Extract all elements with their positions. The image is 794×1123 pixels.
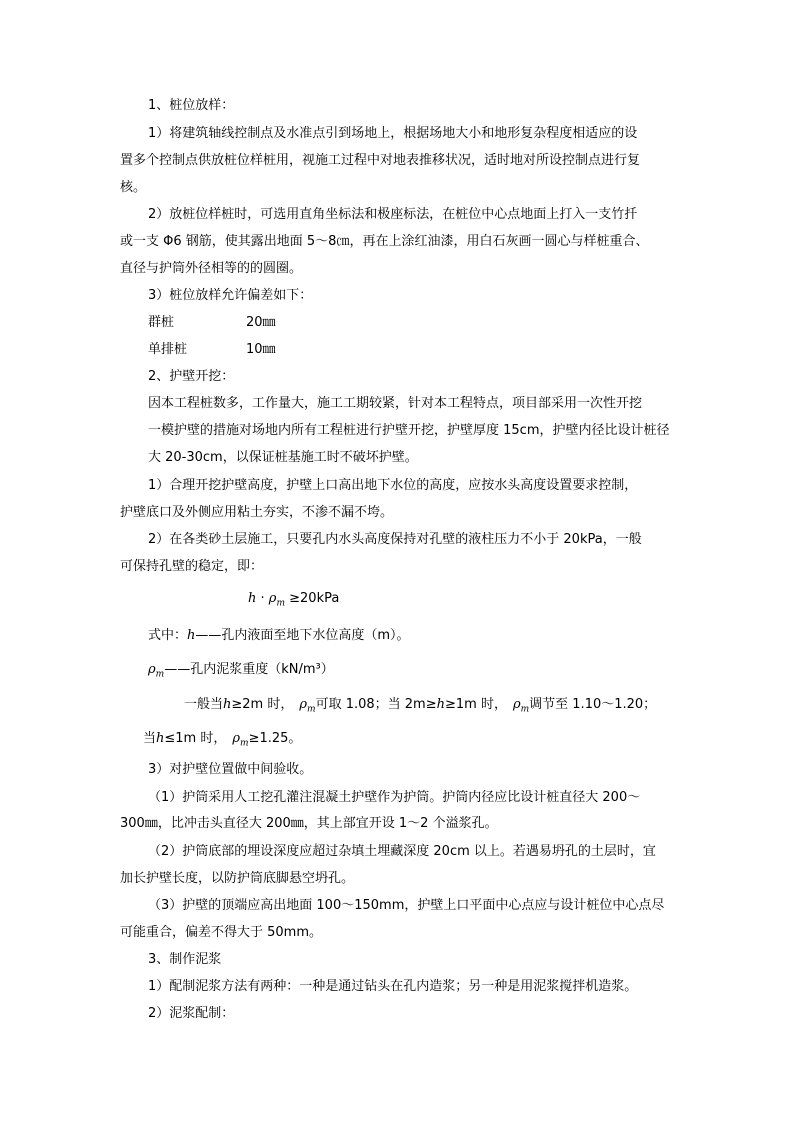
tolerance-name: 单排桩 (148, 342, 188, 357)
paragraph-line: 2）放桩位样桩时，可选用直角坐标法和极座标法，在桩位中心点地面上打入一支竹扦 (148, 207, 638, 222)
definition-h: 式中：h——孔内液面至地下水位高度（m）。 (148, 628, 410, 643)
tolerance-name: 群桩 (148, 315, 175, 330)
paragraph-line: 加长护壁长度，以防护筒底脚悬空坍孔。 (120, 871, 355, 886)
paragraph-line: 可保持孔壁的稳定，即： (120, 559, 264, 574)
tolerance-value: 10㎜ (246, 342, 276, 357)
section-heading-2: 2、护壁开挖： (148, 369, 235, 384)
formula-relation: ≥20kPa (289, 591, 340, 606)
paragraph-line: 可能重合，偏差不得大于 50mm。 (120, 925, 323, 940)
tolerance-value: 20㎜ (246, 315, 276, 330)
section-heading-1: 1、桩位放样： (148, 98, 235, 113)
section-heading-3: 3、制作泥浆 (148, 952, 222, 967)
paragraph-line: 一模护壁的措施对场地内所有工程桩进行护壁开挖，护壁厚度 15cm，护壁内径比设计桩径 (148, 423, 670, 438)
paragraph-line: （1）护筒采用人工挖孔灌注混凝土护壁作为护筒。护筒内径应比设计桩直径大 200～ (148, 790, 641, 805)
formula (248, 590, 339, 613)
paragraph-line: 置多个控制点供放桩位样桩用，视施工过程中对地表推移状况，适时地对所设控制点进行复 (120, 153, 641, 168)
paragraph-line: 1）配制泥浆方法有两种：一种是通过钻头在孔内造浆；另一种是用泥浆搅拌机造浆。 (148, 979, 638, 994)
paragraph-line: 因本工程桩数多，工作量大，施工工期较紧，针对本工程特点，项目部采用一次性开挖 (148, 396, 643, 411)
paragraph-line: 大 20-30cm，以保证桩基施工时不破坏护壁。 (148, 450, 418, 465)
formula-h: h (248, 591, 257, 606)
paragraph-line: 300㎜，比冲击头直径大 200㎜，其上部宜开设 1～2 个溢浆孔。 (120, 816, 498, 831)
paragraph-line: 3）桩位放样允许偏差如下： (148, 288, 313, 303)
paragraph-line: 1）合理开挖护壁高度，护壁上口高出地下水位的高度，应按水头高度设置要求控制， (148, 478, 638, 493)
paragraph-line: 2）在各类砂土层施工，只要孔内水头高度保持对孔壁的液柱压力不小于 20kPa，一般 (148, 532, 642, 547)
formula-dot: · (260, 591, 265, 606)
paragraph-line: 1）将建筑轴线控制点及水准点引到场地上，根据场地大小和地形复杂程度相适应的设 (148, 126, 638, 141)
paragraph-line: 3）对护壁位置做中间验收。 (148, 762, 313, 777)
paragraph-line: （2）护筒底部的埋设深度应超过杂填土埋藏深度 20cm 以上。若遇易坍孔的土层时，宜 (148, 844, 656, 859)
paragraph-line: 2）泥浆配制： (148, 1006, 235, 1021)
rule-line-2: 当h≤1m 时， $\rho_m\ge 1.25$。 (143, 731, 302, 749)
paragraph-line: 直径与护筒外径相等的的圆圈。 (120, 261, 303, 276)
rule-line-1: 一般当h≥2m 时， $\rho_m$可取 1.08；当 2m≥h≥1m 时， $\rho_m$调节至 1.10～1.20； (184, 697, 657, 715)
paragraph-line: 护壁底口及外侧应用粘土夯实，不渗不漏不垮。 (120, 505, 394, 520)
formula-rho: $\rho_m$ (268, 591, 285, 609)
paragraph-line: 核。 (120, 180, 147, 195)
paragraph-line: 或一支 Φ6 钢筋，使其露出地面 5～8㎝，再在上涂红油漆，用白石灰画一圆心与样桩重合、 (120, 234, 649, 249)
definition-rho: $\rho_m——$孔内泥浆重度（kN/m³） (148, 662, 334, 680)
paragraph-line: （3）护壁的顶端应高出地面 100～150mm，护壁上口平面中心点应与设计桩位中心点尽 (148, 898, 665, 913)
